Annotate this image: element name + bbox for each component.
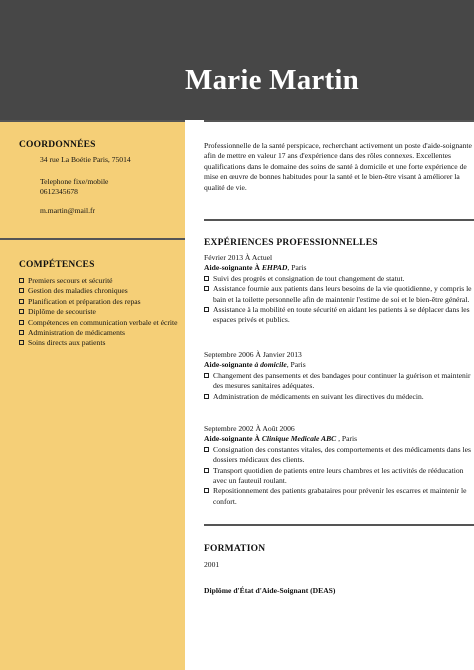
- skills-heading: COMPÉTENCES: [19, 260, 95, 270]
- job-bullets: [204, 274, 474, 326]
- job-bullets: [204, 371, 474, 402]
- job-date: Septembre 2002 À Août 2006: [204, 424, 295, 433]
- summary-divider: [204, 219, 474, 221]
- job-date: Septembre 2006 À Janvier 2013: [204, 350, 302, 359]
- contact-address: 34 rue La Boétie Paris, 75014: [40, 155, 131, 164]
- skills-list: [19, 276, 181, 349]
- header-banner: [0, 0, 474, 120]
- education-year: 2001: [204, 560, 220, 569]
- job-entry: [204, 424, 474, 507]
- sidebar-top-rule: [0, 120, 185, 122]
- checkbox-bullet-icon: [204, 447, 209, 452]
- job-bullet: Repositionnement des patients grabataires pour prévenir les escarres et maintenir le confort.: [204, 486, 474, 507]
- job-bullet: Assistance à la mobilité en toute sécurité en aidant les patients à se déplacer dans les espaces privés et publics.: [204, 305, 474, 326]
- skill-item: Planification et préparation des repas: [19, 297, 181, 307]
- skill-item: Gestion des maladies chroniques: [19, 286, 181, 296]
- contact-phone-label: Telephone fixe/mobile: [40, 177, 109, 186]
- checkbox-bullet-icon: [19, 299, 24, 304]
- checkbox-bullet-icon: [19, 330, 24, 335]
- job-bullet: Administration de médicaments en suivant les directives du médecin.: [204, 392, 474, 402]
- education-degree: Diplôme d'État d'Aide-Soignant (DEAS): [204, 586, 336, 595]
- experience-heading: EXPÉRIENCES PROFESSIONNELLES: [204, 238, 378, 248]
- job-role: Aide-soignante À EHPAD, Paris: [204, 263, 307, 273]
- job-bullet: Transport quotidien de patients entre leurs chambres et les activités de rééducation avec un fauteuil roulant.: [204, 466, 474, 487]
- job-bullet: Consignation des constantes vitales, des comportements et des médicaments dans les dossiers médicaux des clients.: [204, 445, 474, 466]
- job-employer: EHPAD: [261, 263, 288, 273]
- checkbox-bullet-icon: [204, 488, 209, 493]
- checkbox-bullet-icon: [19, 278, 24, 283]
- checkbox-bullet-icon: [204, 307, 209, 312]
- job-employer: à domicile: [254, 360, 287, 370]
- job-bullet: Changement des pansements et des bandages pour continuer la guérison et maintenir des mesures sanitaires adéquates.: [204, 371, 474, 392]
- checkbox-bullet-icon: [19, 320, 24, 325]
- checkbox-bullet-icon: [204, 394, 209, 399]
- sidebar-divider: [0, 238, 185, 240]
- checkbox-bullet-icon: [204, 373, 209, 378]
- skill-item: Compétences en communication verbale et écrite: [19, 318, 181, 328]
- sidebar: [0, 120, 185, 670]
- checkbox-bullet-icon: [19, 340, 24, 345]
- checkbox-bullet-icon: [204, 468, 209, 473]
- job-bullet: Suivi des progrès et consignation de tout changement de statut.: [204, 274, 474, 284]
- job-bullets: [204, 445, 474, 507]
- job-entry: [204, 253, 474, 326]
- skill-item: Administration de médicaments: [19, 328, 181, 338]
- job-bullet: Assistance fournie aux patients dans leurs besoins de la vie quotidienne, y compris le bain et la toilette personnelle afin de maintenir l'estime de soi et le bien-être général.: [204, 284, 474, 305]
- education-heading: FORMATION: [204, 544, 266, 554]
- job-role: Aide-soignante À Clinique Medicale ABC , Paris: [204, 434, 358, 444]
- candidate-name: Marie Martin: [185, 64, 359, 96]
- job-date: Février 2013 À Actuel: [204, 253, 273, 262]
- contact-heading: COORDONNÉES: [19, 140, 96, 150]
- job-entry: [204, 350, 474, 402]
- checkbox-bullet-icon: [204, 286, 209, 291]
- checkbox-bullet-icon: [19, 288, 24, 293]
- job-employer: Clinique Medicale ABC: [261, 434, 337, 444]
- checkbox-bullet-icon: [19, 309, 24, 314]
- contact-email[interactable]: m.martin@mail.fr: [40, 206, 96, 215]
- checkbox-bullet-icon: [204, 276, 209, 281]
- job-role: Aide-soignante à domicile, Paris: [204, 360, 306, 370]
- main-top-rule: [204, 120, 474, 122]
- skill-item: Diplôme de secouriste: [19, 307, 181, 317]
- skill-item: Premiers secours et sécurité: [19, 276, 181, 286]
- profile-summary: Professionnelle de la santé perspicace, recherchant activement un poste d'aide-soignante afin de mettre en valeur 17 ans d'expérience dans des rôles connexes. Excellentes qualifications dans le domaine des soins de santé à domicile et une forte expérience de mise en œuvre de bonnes habitudes pour la santé et le bien-être visant à améliorer la qualité de vie.: [204, 141, 472, 192]
- experience-divider: [204, 524, 474, 526]
- skill-item: Soins directs aux patients: [19, 338, 181, 348]
- contact-phone: 0612345678: [40, 187, 78, 196]
